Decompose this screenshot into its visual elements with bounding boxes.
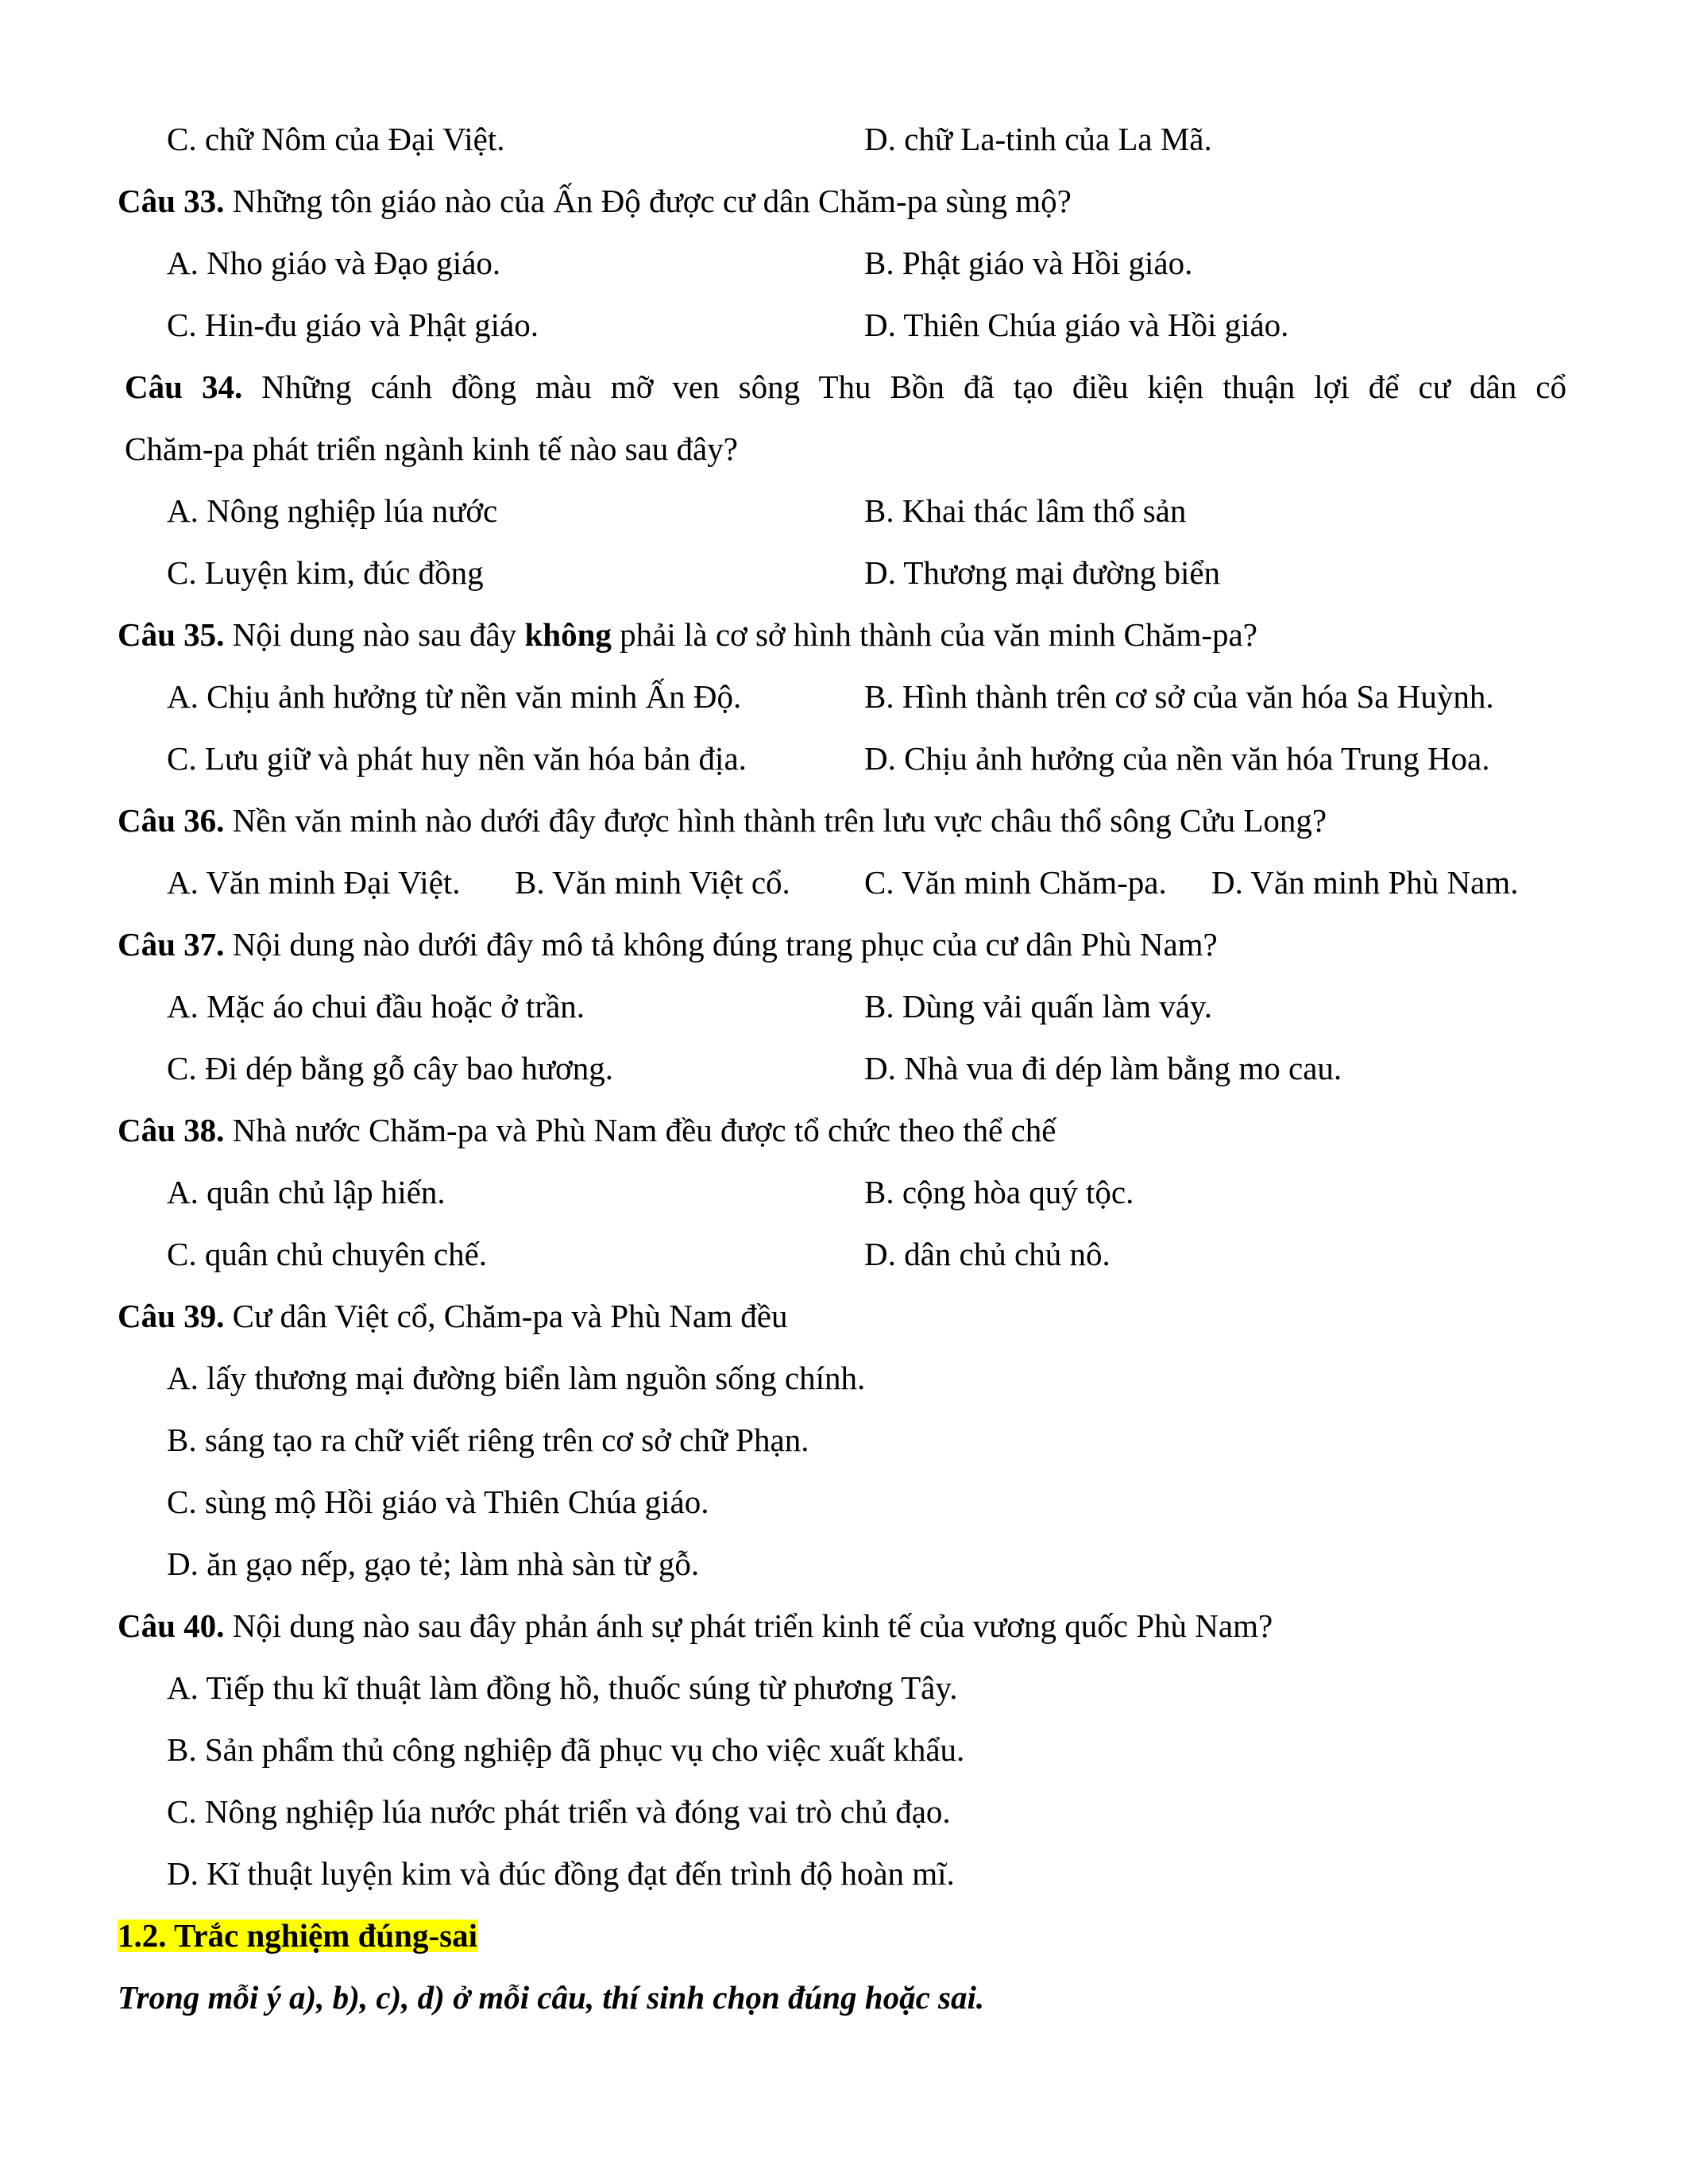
section-instruction: Trong mỗi ý a), b), c), d) ở mỗi câu, thí sinh chọn đúng hoặc sai. bbox=[118, 1979, 985, 2016]
q36-stem bbox=[118, 802, 1327, 839]
q33-option-a: A. Nho giáo và Đạo giáo. bbox=[167, 245, 501, 281]
q40-option-b: B. Sản phẩm thủ công nghiệp đã phục vụ cho việc xuất khẩu. bbox=[167, 1731, 965, 1768]
q32-option-d: D. chữ La-tinh của La Mã. bbox=[864, 121, 1212, 157]
q35-label: Câu 35. bbox=[118, 616, 225, 653]
q33-option-c: C. Hin-đu giáo và Phật giáo. bbox=[167, 307, 539, 343]
q33-text: Những tôn giáo nào của Ấn Độ được cư dân Chăm-pa sùng mộ? bbox=[224, 183, 1072, 219]
q36-text: Nền văn minh nào dưới đây được hình thành trên lưu vực châu thổ sông Cửu Long? bbox=[224, 802, 1327, 839]
q40-label: Câu 40. bbox=[118, 1607, 225, 1644]
q33-option-b: B. Phật giáo và Hồi giáo. bbox=[864, 245, 1193, 281]
q39-option-b: B. sáng tạo ra chữ viết riêng trên cơ sở chữ Phạn. bbox=[167, 1422, 809, 1458]
q39-option-a: A. lấy thương mại đường biển làm nguồn sống chính. bbox=[167, 1360, 866, 1396]
q34-stem-line2: Chăm-pa phát triển ngành kinh tế nào sau đây? bbox=[125, 430, 738, 467]
q37-option-c: C. Đi dép bằng gỗ cây bao hương. bbox=[167, 1050, 613, 1086]
q37-label: Câu 37. bbox=[118, 926, 225, 963]
q40-stem bbox=[118, 1607, 1273, 1644]
q35-text-after: phải là cơ sở hình thành của văn minh Chăm-pa? bbox=[611, 616, 1257, 653]
q35-text-negation: không bbox=[524, 616, 612, 653]
q34-option-d: D. Thương mại đường biển bbox=[864, 554, 1221, 591]
q35-option-c: C. Lưu giữ và phát huy nền văn hóa bản địa. bbox=[167, 740, 747, 777]
q35-option-d: D. Chịu ảnh hưởng của nền văn hóa Trung Hoa. bbox=[864, 740, 1490, 777]
q35-text-before: Nội dung nào sau đây bbox=[224, 616, 525, 653]
q37-option-a: A. Mặc áo chui đầu hoặc ở trần. bbox=[167, 988, 585, 1024]
q35-option-b: B. Hình thành trên cơ sở của văn hóa Sa Huỳnh. bbox=[864, 678, 1494, 715]
q39-option-c: C. sùng mộ Hồi giáo và Thiên Chúa giáo. bbox=[167, 1484, 709, 1520]
q37-option-b: B. Dùng vải quấn làm váy. bbox=[864, 988, 1213, 1024]
q40-option-c: C. Nông nghiệp lúa nước phát triển và đóng vai trò chủ đạo. bbox=[167, 1793, 951, 1830]
q36-option-c: C. Văn minh Chăm-pa. bbox=[864, 864, 1167, 901]
q39-option-d: D. ăn gạo nếp, gạo tẻ; làm nhà sàn từ gỗ. bbox=[167, 1545, 700, 1582]
q38-option-a: A. quân chủ lập hiến. bbox=[167, 1174, 446, 1210]
q32-option-c: C. chữ Nôm của Đại Việt. bbox=[167, 121, 505, 157]
q37-text: Nội dung nào dưới đây mô tả không đúng trang phục của cư dân Phù Nam? bbox=[224, 926, 1218, 963]
q38-option-c: C. quân chủ chuyên chế. bbox=[167, 1236, 488, 1272]
q36-option-d: D. Văn minh Phù Nam. bbox=[1211, 864, 1519, 901]
q37-option-d: D. Nhà vua đi dép làm bằng mo cau. bbox=[864, 1050, 1342, 1086]
q33-label: Câu 33. bbox=[118, 183, 225, 219]
q34-text-line1: Những cánh đồng màu mỡ ven sông Thu Bồn đã tạo điều kiện thuận lợi để cư dân cổ bbox=[242, 369, 1566, 405]
q34-option-c: C. Luyện kim, đúc đồng bbox=[167, 554, 484, 591]
q35-option-a: A. Chịu ảnh hưởng từ nền văn minh Ấn Độ. bbox=[167, 678, 742, 715]
q34-option-b: B. Khai thác lâm thổ sản bbox=[864, 492, 1187, 529]
q36-label: Câu 36. bbox=[118, 802, 225, 839]
q33-stem bbox=[118, 185, 1072, 218]
q36-option-a: A. Văn minh Đại Việt. bbox=[167, 864, 461, 901]
q34-stem-line1 bbox=[125, 371, 1566, 403]
q38-text: Nhà nước Chăm-pa và Phù Nam đều được tổ chức theo thể chế bbox=[224, 1112, 1056, 1148]
q38-label: Câu 38. bbox=[118, 1112, 225, 1148]
q38-stem bbox=[118, 1114, 1056, 1147]
q40-option-a: A. Tiếp thu kĩ thuật làm đồng hồ, thuốc súng từ phương Tây. bbox=[167, 1669, 958, 1706]
q34-option-a: A. Nông nghiệp lúa nước bbox=[167, 492, 498, 529]
section-heading: 1.2. Trắc nghiệm đúng-sai bbox=[118, 1917, 477, 1954]
q40-option-d: D. Kĩ thuật luyện kim và đúc đồng đạt đến trình độ hoàn mĩ. bbox=[167, 1855, 955, 1892]
q33-option-d: D. Thiên Chúa giáo và Hồi giáo. bbox=[864, 307, 1289, 343]
q40-text: Nội dung nào sau đây phản ánh sự phát triển kinh tế của vương quốc Phù Nam? bbox=[224, 1607, 1273, 1644]
q35-stem bbox=[118, 616, 1257, 653]
q37-stem bbox=[118, 928, 1218, 961]
q39-stem bbox=[118, 1300, 787, 1333]
q38-option-b: B. cộng hòa quý tộc. bbox=[864, 1174, 1134, 1210]
q39-text: Cư dân Việt cổ, Chăm-pa và Phù Nam đều bbox=[224, 1298, 788, 1334]
q34-label: Câu 34. bbox=[125, 369, 243, 405]
q36-option-b: B. Văn minh Việt cổ. bbox=[515, 864, 790, 901]
q38-option-d: D. dân chủ chủ nô. bbox=[864, 1236, 1111, 1272]
q39-label: Câu 39. bbox=[118, 1298, 225, 1334]
